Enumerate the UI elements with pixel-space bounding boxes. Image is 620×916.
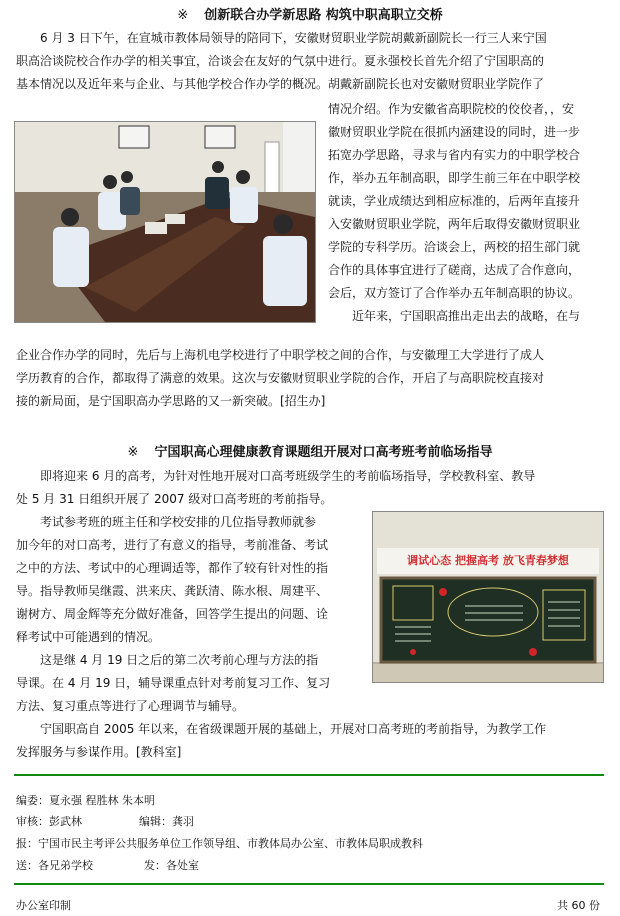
article2-side-line: 方法、复习重点等进行了心理调节与辅导。 (16, 699, 245, 713)
article1-mark: ※ (177, 8, 189, 23)
footer-review-row (16, 815, 194, 829)
article1-tail (16, 344, 544, 413)
article1-line: 6 月 3 日下午，在宣城市教体局领导的陪同下，安徽财贸职业学院胡戴新副院长一行三人来宁国 (40, 31, 547, 45)
article2-title (0, 445, 620, 461)
article1-side-text (328, 98, 580, 328)
article2-mark: ※ (127, 445, 139, 460)
footer-top-rule (14, 774, 604, 776)
article1-side-line: 入安徽财贸职业学院，两年后取得安徽财贸职业 (328, 217, 581, 231)
article2-side-text (16, 511, 330, 718)
article2-tail-line: 发挥服务与参谋作用。[教科室] (16, 745, 182, 759)
article2-side-line: 导。指导教师吴继霞、洪来庆、龚跃清、陈水根、周建平、 (16, 584, 329, 598)
article1-side-line: 合作的具体事宜进行了磋商，达成了合作意向， (328, 263, 581, 277)
article1-tail-line: 学历教育的合作，都取得了满意的效果。这次与安徽财贸职业学院的合作，开启了与高职院校直接对 (16, 371, 545, 385)
footer-copies: 共 60 份 (557, 899, 600, 912)
article1-intro (16, 27, 547, 96)
footer-bottom-rule (14, 883, 604, 885)
article2-side-line: 释考试中可能遇到的情况。 (16, 630, 161, 644)
footer-send-row (16, 859, 199, 873)
article2-side-line: 谢树方、周金辉等充分做好准备，回答学生提出的问题、诠 (16, 607, 329, 621)
article1-line: 基本情况以及近年来与企业、与其他学校合作办学的概况。胡戴新副院长也对安徽财贸职业学院作了 (16, 77, 545, 91)
article1-side-line: 拓宽办学思路，寻求与省内有实力的中职学校合 (328, 148, 581, 162)
article2-line: 处 5 月 31 日组织开展了 2007 级对口高考班的考前指导。 (16, 492, 333, 506)
footer-reviewer: 审核：彭武林 (16, 815, 82, 828)
footer-distribute: 发：各处室 (144, 859, 199, 872)
article1-side-line: 情况介绍。作为安徽省高职院校的佼佼者，，安 (328, 102, 575, 116)
article2-side-line: 这是继 4 月 19 日之后的第二次考前心理与方法的指 (40, 653, 319, 667)
footer-editors: 编委：夏永强 程胜林 朱本明 (16, 794, 155, 807)
classroom-photo (372, 511, 604, 683)
article1-side-line: 近年来，宁国职高推出走出去的战略，在与 (352, 309, 581, 323)
article1-side-line: 学院的专科学历。洽谈会上，两校的招生部门就 (328, 240, 581, 254)
article2-side-line: 考试参考班的班主任和学校安排的几位指导教师就参 (40, 515, 317, 529)
article2-side-line: 之中的方法、考试中的心理调适等，都作了较有针对性的指 (16, 561, 329, 575)
footer-editor: 编辑：龚羽 (139, 815, 194, 828)
article2-line: 即将迎来 6 月的高考，为针对性地开展对口高考班级学生的考前临场指导，学校教科室、教导 (40, 469, 536, 483)
footer-report: 报：宁国市民主考评公共服务单位工作领导组、市教体局办公室、市教体局职成教科 (16, 837, 423, 850)
article1-side-line: 作，举办五年制高职，即学生前三年在中职学校 (328, 171, 581, 185)
article1-tail-line: 接的新局面，是宁国职高办学思路的又一新突破。[招生办] (16, 394, 326, 408)
article2-side-line: 加今年的对口高考，进行了有意义的指导，考前准备、考试 (16, 538, 329, 552)
article1-title (0, 8, 620, 24)
article1-side-line: 就读，学业成绩达到相应标准的，后两年直接升 (328, 194, 581, 208)
article2-tail-line: 宁国职高自 2005 年以来，在省级课题开展的基础上，开展对口高考班的考前指导，为教学工作 (40, 722, 547, 736)
article1-side-line: 会后，双方签订了合作举办五年制高职的协议。 (328, 286, 581, 300)
article1-line: 职高洽谈院校合作办学的相关事宜，洽谈会在友好的气氛中进行。夏永强校长首先介绍了宁国职高的 (16, 54, 545, 68)
article2-tail (16, 718, 546, 764)
footer-printed-by: 办公室印制 (16, 899, 71, 912)
meeting-photo (14, 121, 316, 323)
article1-heading: 创新联合办学新思路 构筑中职高职立交桥 (204, 8, 443, 23)
footer-send: 送：各兄弟学校 (16, 859, 93, 872)
article2-intro (16, 465, 535, 511)
article2-heading: 宁国职高心理健康教育课题组开展对口高考班考前临场指导 (154, 445, 493, 460)
article2-side-line: 导课。在 4 月 19 日，辅导课重点针对考前复习工作、复习 (16, 676, 331, 690)
article1-tail-line: 企业合作办学的同时，先后与上海机电学校进行了中职学校之间的合作，与安徽理工大学进行了成人 (16, 348, 545, 362)
article1-side-line: 徽财贸职业学院在很抓内涵建设的同时，进一步 (328, 125, 581, 139)
classroom-banner: 调试心态 把握高考 放飞青春梦想 (407, 554, 569, 567)
